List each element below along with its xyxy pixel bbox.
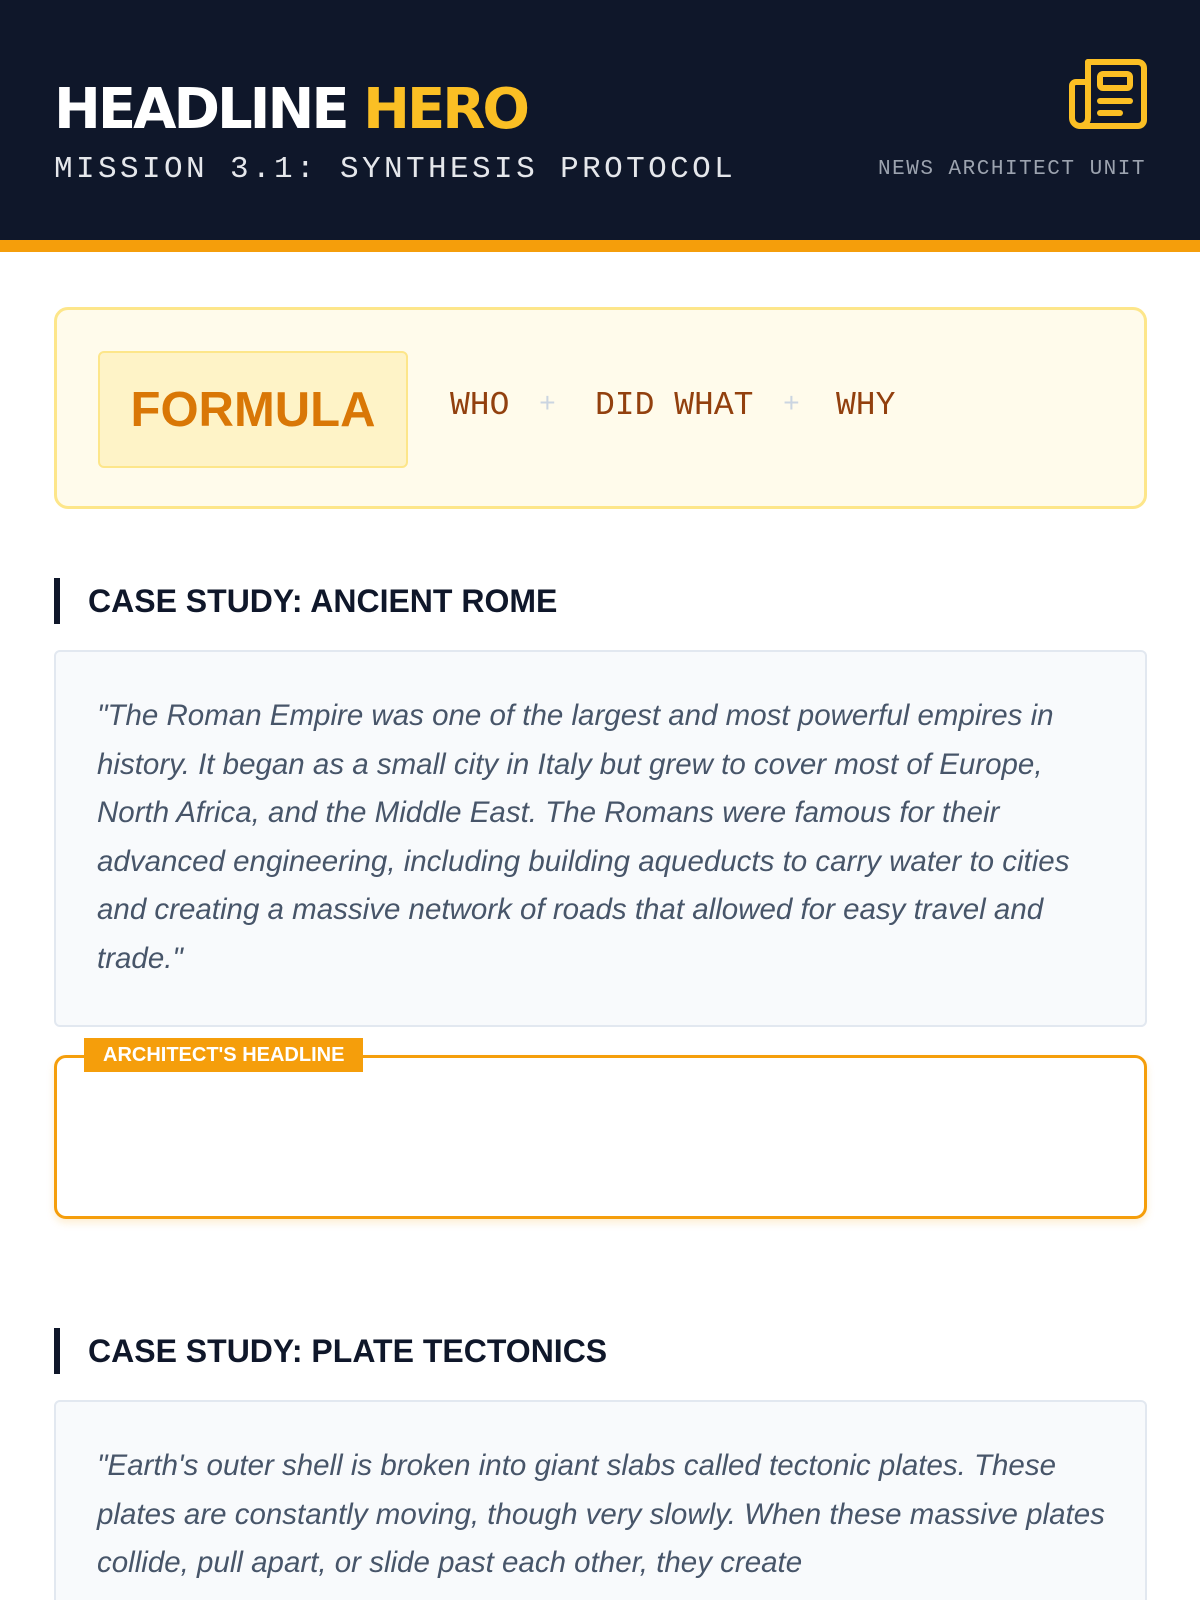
mission-subtitle: MISSION 3.1: SYNTHESIS PROTOCOL bbox=[54, 152, 737, 187]
formula-plus: + bbox=[539, 390, 556, 421]
formula-plus: + bbox=[783, 390, 800, 421]
header-accent-stripe bbox=[0, 240, 1200, 252]
brand-title bbox=[54, 78, 527, 142]
unit-label: NEWS ARCHITECT UNIT bbox=[878, 158, 1146, 181]
headline-label: ARCHITECT'S HEADLINE bbox=[84, 1038, 363, 1072]
brand-word-headline: HEADLINE bbox=[54, 77, 347, 142]
case-study-passage: "The Roman Empire was one of the largest and most powerful empires in history. It began as a small city in Italy but grew to cover most of Europe, North Africa, and the Middle East. The Romans were famous for their advanced engineering, including building aqueducts to carry water to cities and creating a massive network of roads that allowed for easy travel and trade." bbox=[54, 650, 1147, 1027]
formula-label: FORMULA bbox=[98, 351, 408, 468]
formula-part-why: WHY bbox=[836, 387, 896, 424]
brand-word-hero: HERO bbox=[363, 77, 527, 142]
formula-panel bbox=[54, 307, 1147, 509]
case-study-passage: "Earth's outer shell is broken into giant slabs called tectonic plates. These plates are constantly moving, though very slowly. When these massive plates collide, pull apart, or slide past each other, they create bbox=[54, 1400, 1147, 1600]
formula-part-who: WHO bbox=[450, 387, 510, 424]
formula-part-did-what: DID WHAT bbox=[595, 387, 754, 424]
app-header bbox=[0, 0, 1200, 240]
headline-input[interactable] bbox=[57, 1058, 1144, 1216]
newspaper-icon bbox=[1068, 56, 1148, 132]
headline-input-box[interactable] bbox=[54, 1055, 1147, 1219]
case-study-title: CASE STUDY: ANCIENT ROME bbox=[54, 578, 557, 624]
case-study-title: CASE STUDY: PLATE TECTONICS bbox=[54, 1328, 607, 1374]
